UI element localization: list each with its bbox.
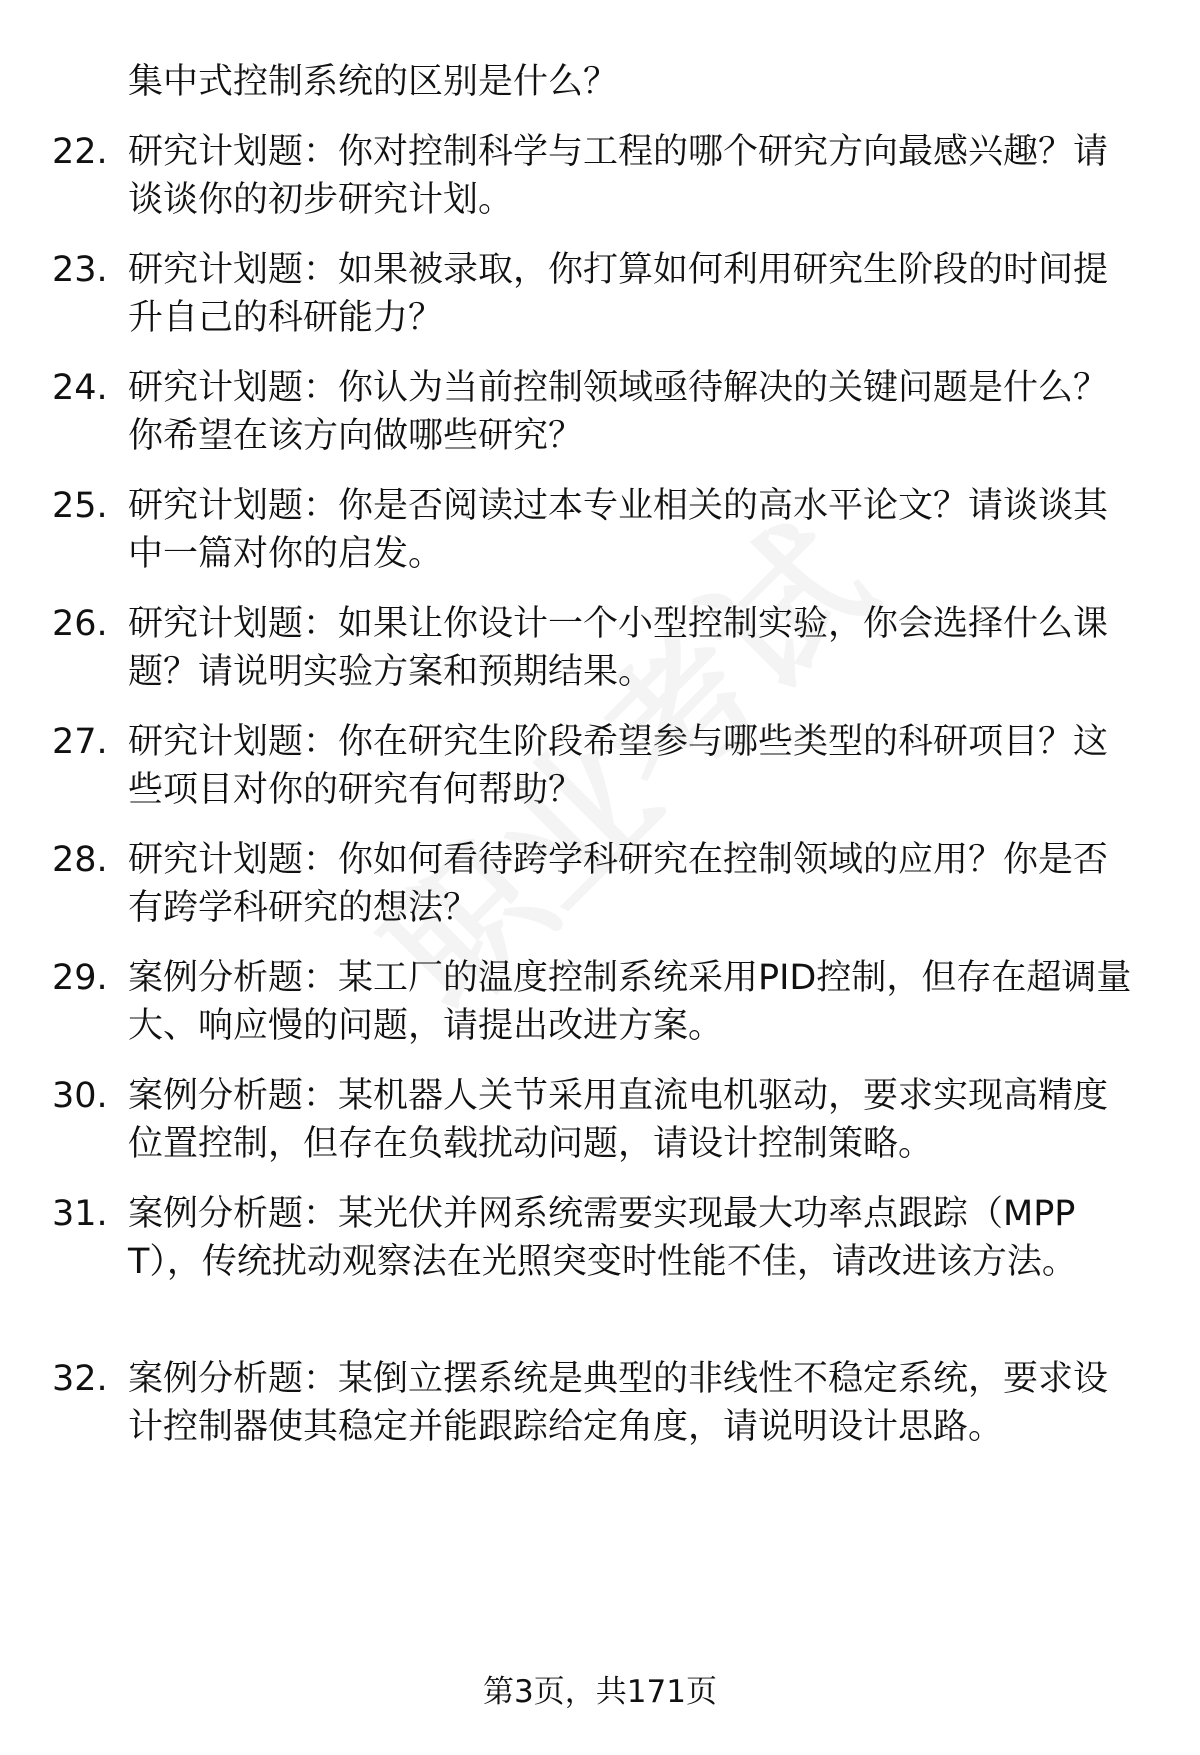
question-text: 案例分析题：某工厂的温度控制系统采用PID控制，但存在超调量大、响应慢的问题，请提出改进方案。 (128, 958, 1132, 1046)
question-text: 研究计划题：你在研究生阶段希望参与哪些类型的科研项目？这些项目对你的研究有何帮助？ (128, 722, 1109, 810)
question-number: 26. (52, 604, 108, 644)
question-text: 研究计划题：你对控制科学与工程的哪个研究方向最感兴趣？请谈谈你的初步研究计划。 (128, 132, 1109, 220)
question-text: 案例分析题：某机器人关节采用直流电机驱动，要求实现高精度位置控制，但存在负载扰动问题，请设计控制策略。 (128, 1076, 1109, 1164)
question-text: 研究计划题：如果让你设计一个小型控制实验，你会选择什么课题？请说明实验方案和预期结果。 (128, 604, 1109, 692)
question-number: 28. (52, 840, 108, 880)
page-number-footer: 第3页，共171页 (483, 1674, 717, 1710)
question-text: 研究计划题：你是否阅读过本专业相关的高水平论文？请谈谈其中一篇对你的启发。 (128, 486, 1109, 574)
question-text: 案例分析题：某倒立摆系统是典型的非线性不稳定系统，要求设计控制器使其稳定并能跟踪给定角度，请说明设计思路。 (128, 1359, 1109, 1447)
question-text: 案例分析题：某光伏并网系统需要实现最大功率点跟踪（MPPT），传统扰动观察法在光照突变时性能不佳，请改进该方法。 (128, 1194, 1077, 1282)
question-text: 研究计划题：如果被录取，你打算如何利用研究生阶段的时间提升自己的科研能力？ (128, 250, 1109, 338)
question-number: 22. (52, 132, 108, 172)
question-number: 27. (52, 722, 108, 762)
question-number: 24. (52, 368, 108, 408)
continued-question-text: 集中式控制系统的区别是什么？ (128, 62, 619, 102)
question-number: 25. (52, 486, 108, 526)
question-number: 29. (52, 958, 108, 998)
question-number: 30. (52, 1076, 108, 1116)
question-number: 31. (52, 1194, 108, 1234)
question-text: 研究计划题：你认为当前控制领域亟待解决的关键问题是什么？你希望在该方向做哪些研究？ (128, 368, 1109, 456)
question-number: 32. (52, 1359, 108, 1399)
question-text: 研究计划题：你如何看待跨学科研究在控制领域的应用？你是否有跨学科研究的想法？ (128, 840, 1109, 928)
question-number: 23. (52, 250, 108, 290)
